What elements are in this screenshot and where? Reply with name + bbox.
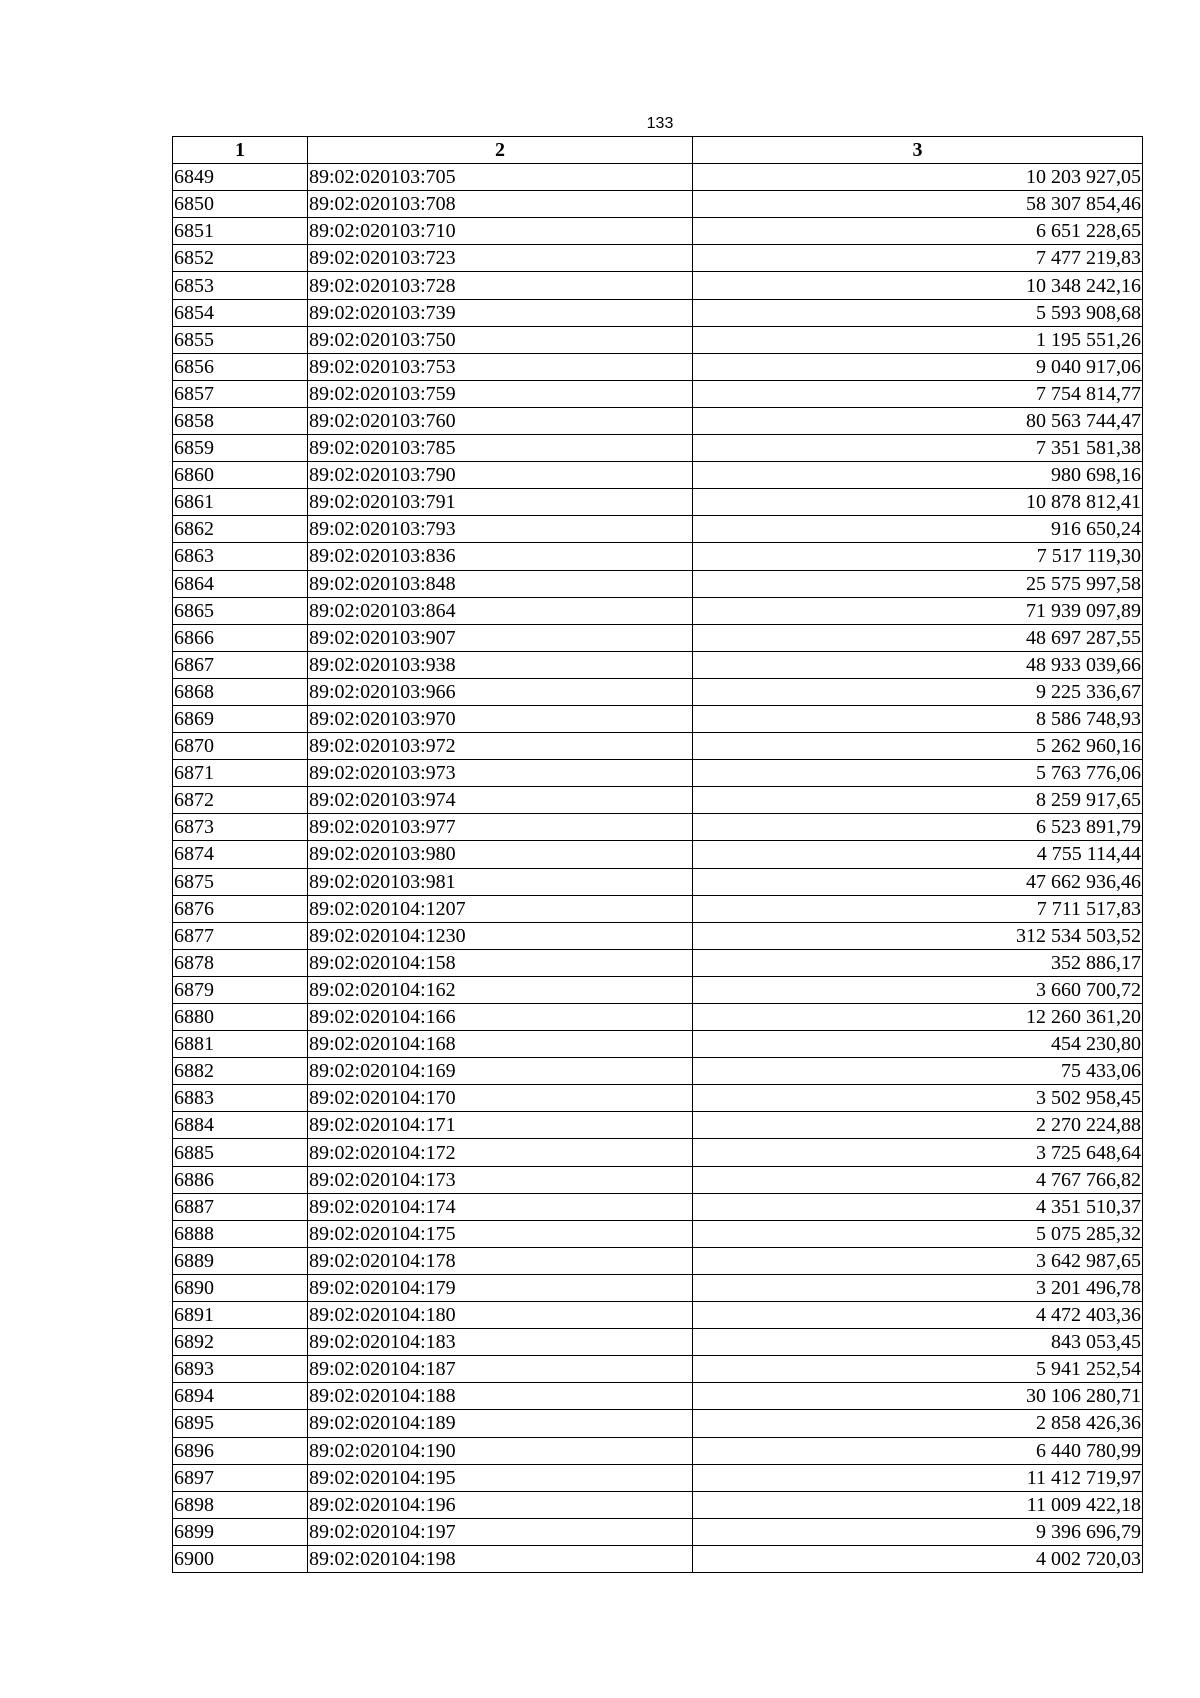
value-cell: 5 763 776,06 [693,760,1143,787]
value-cell: 2 270 224,88 [693,1112,1143,1139]
value-cell: 352 886,17 [693,949,1143,976]
value-cell: 7 754 814,77 [693,380,1143,407]
row-number-cell: 6853 [173,272,308,299]
table-row [173,462,1143,489]
value-cell: 7 477 219,83 [693,245,1143,272]
value-cell: 10 878 812,41 [693,489,1143,516]
row-number-cell: 6881 [173,1031,308,1058]
row-number-cell: 6866 [173,624,308,651]
value-cell: 7 517 119,30 [693,543,1143,570]
cadastral-number-cell: 89:02:020103:966 [308,678,693,705]
cadastral-number-cell: 89:02:020103:790 [308,462,693,489]
row-number-cell: 6869 [173,705,308,732]
value-cell: 11 412 719,97 [693,1464,1143,1491]
value-cell: 10 348 242,16 [693,272,1143,299]
table-row [173,164,1143,191]
cadastral-number-cell: 89:02:020103:750 [308,326,693,353]
table-row [173,1437,1143,1464]
value-cell: 10 203 927,05 [693,164,1143,191]
value-cell: 3 725 648,64 [693,1139,1143,1166]
table-row [173,597,1143,624]
table-row [173,1464,1143,1491]
table-row [173,245,1143,272]
row-number-cell: 6873 [173,814,308,841]
cadastral-number-cell: 89:02:020104:171 [308,1112,693,1139]
value-cell: 75 433,06 [693,1058,1143,1085]
value-cell: 9 396 696,79 [693,1518,1143,1545]
value-cell: 5 593 908,68 [693,299,1143,326]
table-row [173,516,1143,543]
table-row [173,326,1143,353]
value-cell: 5 262 960,16 [693,733,1143,760]
value-cell: 8 259 917,65 [693,787,1143,814]
row-number-cell: 6897 [173,1464,308,1491]
cadastral-number-cell: 89:02:020103:785 [308,435,693,462]
table-row [173,895,1143,922]
table-row [173,814,1143,841]
row-number-cell: 6895 [173,1410,308,1437]
row-number-cell: 6879 [173,976,308,1003]
row-number-cell: 6891 [173,1302,308,1329]
cadastral-number-cell: 89:02:020104:197 [308,1518,693,1545]
row-number-cell: 6880 [173,1004,308,1031]
table-row [173,1220,1143,1247]
row-number-cell: 6864 [173,570,308,597]
cadastral-number-cell: 89:02:020103:710 [308,218,693,245]
cadastral-number-cell: 89:02:020103:938 [308,651,693,678]
cadastral-number-cell: 89:02:020104:158 [308,949,693,976]
value-cell: 4 767 766,82 [693,1166,1143,1193]
cadastral-number-cell: 89:02:020103:791 [308,489,693,516]
table-row [173,353,1143,380]
table-row [173,1491,1143,1518]
value-cell: 7 351 581,38 [693,435,1143,462]
value-cell: 454 230,80 [693,1031,1143,1058]
cadastral-number-cell: 89:02:020103:848 [308,570,693,597]
table-row [173,868,1143,895]
row-number-cell: 6882 [173,1058,308,1085]
cadastral-number-cell: 89:02:020104:178 [308,1247,693,1274]
row-number-cell: 6886 [173,1166,308,1193]
cadastral-number-cell: 89:02:020104:195 [308,1464,693,1491]
row-number-cell: 6872 [173,787,308,814]
value-cell: 25 575 997,58 [693,570,1143,597]
value-cell: 4 472 403,36 [693,1302,1143,1329]
row-number-cell: 6892 [173,1329,308,1356]
row-number-cell: 6894 [173,1383,308,1410]
row-number-cell: 6857 [173,380,308,407]
column-header-1: 1 [173,137,308,164]
table-row [173,1031,1143,1058]
cadastral-number-cell: 89:02:020104:1230 [308,922,693,949]
cadastral-number-cell: 89:02:020103:753 [308,353,693,380]
row-number-cell: 6900 [173,1545,308,1572]
row-number-cell: 6862 [173,516,308,543]
table-row [173,1329,1143,1356]
table-row [173,380,1143,407]
value-cell: 6 440 780,99 [693,1437,1143,1464]
row-number-cell: 6890 [173,1274,308,1301]
row-number-cell: 6899 [173,1518,308,1545]
row-number-cell: 6870 [173,733,308,760]
table-row [173,1085,1143,1112]
table-row [173,1004,1143,1031]
table-row [173,949,1143,976]
value-cell: 1 195 551,26 [693,326,1143,353]
row-number-cell: 6858 [173,407,308,434]
row-number-cell: 6893 [173,1356,308,1383]
row-number-cell: 6871 [173,760,308,787]
value-cell: 843 053,45 [693,1329,1143,1356]
value-cell: 916 650,24 [693,516,1143,543]
data-table [172,136,1143,1573]
table-body [173,164,1143,1573]
cadastral-number-cell: 89:02:020104:190 [308,1437,693,1464]
row-number-cell: 6884 [173,1112,308,1139]
row-number-cell: 6861 [173,489,308,516]
cadastral-number-cell: 89:02:020103:864 [308,597,693,624]
row-number-cell: 6878 [173,949,308,976]
row-number-cell: 6851 [173,218,308,245]
cadastral-number-cell: 89:02:020104:172 [308,1139,693,1166]
table-row [173,651,1143,678]
row-number-cell: 6876 [173,895,308,922]
cadastral-number-cell: 89:02:020104:173 [308,1166,693,1193]
value-cell: 48 933 039,66 [693,651,1143,678]
cadastral-number-cell: 89:02:020103:907 [308,624,693,651]
table-row [173,435,1143,462]
row-number-cell: 6849 [173,164,308,191]
cadastral-number-cell: 89:02:020103:977 [308,814,693,841]
table-row [173,678,1143,705]
table-row [173,841,1143,868]
value-cell: 3 660 700,72 [693,976,1143,1003]
cadastral-number-cell: 89:02:020103:972 [308,733,693,760]
table-row [173,191,1143,218]
table-row [173,733,1143,760]
table-row [173,570,1143,597]
value-cell: 3 502 958,45 [693,1085,1143,1112]
cadastral-number-cell: 89:02:020104:166 [308,1004,693,1031]
table-row [173,543,1143,570]
value-cell: 47 662 936,46 [693,868,1143,895]
cadastral-number-cell: 89:02:020103:981 [308,868,693,895]
table-row [173,1274,1143,1301]
value-cell: 2 858 426,36 [693,1410,1143,1437]
cadastral-number-cell: 89:02:020104:196 [308,1491,693,1518]
value-cell: 7 711 517,83 [693,895,1143,922]
value-cell: 4 002 720,03 [693,1545,1143,1572]
value-cell: 3 201 496,78 [693,1274,1143,1301]
row-number-cell: 6854 [173,299,308,326]
cadastral-number-cell: 89:02:020103:836 [308,543,693,570]
table-row [173,1058,1143,1085]
table-row [173,705,1143,732]
value-cell: 11 009 422,18 [693,1491,1143,1518]
cadastral-number-cell: 89:02:020104:183 [308,1329,693,1356]
table-row [173,1247,1143,1274]
value-cell: 6 651 228,65 [693,218,1143,245]
table-row [173,1545,1143,1572]
row-number-cell: 6885 [173,1139,308,1166]
table-row [173,489,1143,516]
cadastral-number-cell: 89:02:020103:723 [308,245,693,272]
table-row [173,407,1143,434]
row-number-cell: 6850 [173,191,308,218]
row-number-cell: 6874 [173,841,308,868]
table-row [173,299,1143,326]
cadastral-number-cell: 89:02:020103:760 [308,407,693,434]
value-cell: 9 225 336,67 [693,678,1143,705]
column-header-3: 3 [693,137,1143,164]
table-row [173,1410,1143,1437]
table-row [173,272,1143,299]
cadastral-number-cell: 89:02:020104:168 [308,1031,693,1058]
value-cell: 9 040 917,06 [693,353,1143,380]
cadastral-number-cell: 89:02:020104:170 [308,1085,693,1112]
cadastral-number-cell: 89:02:020104:189 [308,1410,693,1437]
row-number-cell: 6852 [173,245,308,272]
value-cell: 8 586 748,93 [693,705,1143,732]
cadastral-number-cell: 89:02:020104:162 [308,976,693,1003]
row-number-cell: 6896 [173,1437,308,1464]
value-cell: 312 534 503,52 [693,922,1143,949]
row-number-cell: 6865 [173,597,308,624]
cadastral-number-cell: 89:02:020103:705 [308,164,693,191]
value-cell: 5 075 285,32 [693,1220,1143,1247]
row-number-cell: 6856 [173,353,308,380]
cadastral-number-cell: 89:02:020104:174 [308,1193,693,1220]
value-cell: 71 939 097,89 [693,597,1143,624]
table-row [173,1302,1143,1329]
cadastral-number-cell: 89:02:020103:980 [308,841,693,868]
table-row [173,976,1143,1003]
cadastral-number-cell: 89:02:020103:728 [308,272,693,299]
table-row [173,1139,1143,1166]
column-header-2: 2 [308,137,693,164]
cadastral-number-cell: 89:02:020104:187 [308,1356,693,1383]
table-row [173,1356,1143,1383]
page-number: 133 [646,115,674,132]
table-row [173,624,1143,651]
table-row [173,1166,1143,1193]
row-number-cell: 6867 [173,651,308,678]
cadastral-number-cell: 89:02:020104:169 [308,1058,693,1085]
value-cell: 58 307 854,46 [693,191,1143,218]
table-row [173,218,1143,245]
table-row [173,1518,1143,1545]
value-cell: 980 698,16 [693,462,1143,489]
cadastral-number-cell: 89:02:020104:188 [308,1383,693,1410]
row-number-cell: 6860 [173,462,308,489]
row-number-cell: 6883 [173,1085,308,1112]
cadastral-number-cell: 89:02:020104:1207 [308,895,693,922]
cadastral-number-cell: 89:02:020104:180 [308,1302,693,1329]
cadastral-number-cell: 89:02:020103:739 [308,299,693,326]
cadastral-number-cell: 89:02:020103:793 [308,516,693,543]
value-cell: 6 523 891,79 [693,814,1143,841]
value-cell: 48 697 287,55 [693,624,1143,651]
cadastral-number-cell: 89:02:020104:198 [308,1545,693,1572]
value-cell: 30 106 280,71 [693,1383,1143,1410]
value-cell: 4 351 510,37 [693,1193,1143,1220]
table-row [173,760,1143,787]
row-number-cell: 6877 [173,922,308,949]
value-cell: 5 941 252,54 [693,1356,1143,1383]
row-number-cell: 6887 [173,1193,308,1220]
table-row [173,922,1143,949]
value-cell: 12 260 361,20 [693,1004,1143,1031]
row-number-cell: 6888 [173,1220,308,1247]
row-number-cell: 6855 [173,326,308,353]
table-row [173,1112,1143,1139]
cadastral-number-cell: 89:02:020103:973 [308,760,693,787]
cadastral-number-cell: 89:02:020103:759 [308,380,693,407]
row-number-cell: 6875 [173,868,308,895]
value-cell: 80 563 744,47 [693,407,1143,434]
value-cell: 3 642 987,65 [693,1247,1143,1274]
cadastral-number-cell: 89:02:020103:970 [308,705,693,732]
table-row [173,787,1143,814]
table-row [173,1193,1143,1220]
value-cell: 4 755 114,44 [693,841,1143,868]
row-number-cell: 6859 [173,435,308,462]
cadastral-number-cell: 89:02:020104:179 [308,1274,693,1301]
row-number-cell: 6868 [173,678,308,705]
cadastral-number-cell: 89:02:020104:175 [308,1220,693,1247]
cadastral-number-cell: 89:02:020103:708 [308,191,693,218]
row-number-cell: 6863 [173,543,308,570]
row-number-cell: 6889 [173,1247,308,1274]
table-header-row [173,137,1143,164]
cadastral-number-cell: 89:02:020103:974 [308,787,693,814]
table-row [173,1383,1143,1410]
row-number-cell: 6898 [173,1491,308,1518]
